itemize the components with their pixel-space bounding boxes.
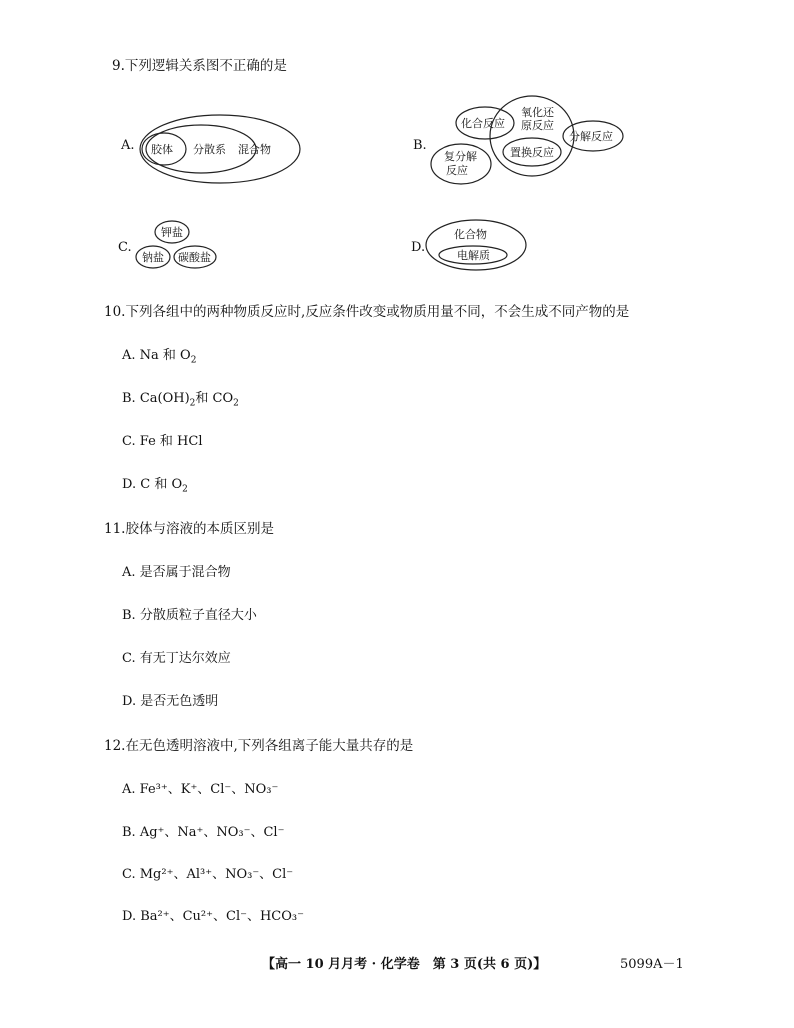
q9-option-a-diagram bbox=[138, 112, 308, 186]
q9c-label-sodium: 钠盐 bbox=[142, 251, 164, 264]
q9c-label-potassium: 钾盐 bbox=[161, 226, 183, 239]
exam-code: 5099A－1 bbox=[620, 957, 684, 972]
q9b-label-redox-1: 氧化还 bbox=[521, 106, 554, 119]
q11-option-d: D. 是否无色透明 bbox=[122, 694, 219, 709]
q11-stem: 11.胶体与溶液的本质区别是 bbox=[104, 521, 274, 537]
q9c-label-carbonate: 碳酸盐 bbox=[178, 251, 211, 264]
q10-option-a: A. Na 和 $O_2$ bbox=[122, 348, 197, 366]
q12-stem: 12.在无色透明溶液中,下列各组离子能大量共存的是 bbox=[104, 738, 414, 754]
q9-option-a-letter: A. bbox=[121, 138, 135, 153]
q12-option-b: B. Ag⁺、Na⁺、NO₃⁻、Cl⁻ bbox=[122, 825, 285, 840]
q9-option-d-diagram bbox=[424, 218, 530, 272]
q9-option-b-letter: B. bbox=[413, 138, 427, 153]
q12-option-c: C. Mg²⁺、Al³⁺、NO₃⁻、Cl⁻ bbox=[122, 867, 294, 882]
q9b-label-decomposition: 分解反应 bbox=[569, 130, 613, 143]
q9b-label-redox-2: 原反应 bbox=[521, 119, 554, 132]
q9-option-d-letter: D. bbox=[411, 240, 426, 255]
q10-stem: 10.下列各组中的两种物质反应时,反应条件改变或物质用量不同，不会生成不同产物的是 bbox=[104, 304, 630, 320]
q9b-label-double-1: 复分解 bbox=[444, 150, 477, 163]
page-footer: 【高一 10 月月考 · 化学卷 第 3 页(共 6 页)】 bbox=[262, 957, 547, 972]
q9a-label-colloid: 胶体 bbox=[151, 143, 173, 156]
q11-option-c: C. 有无丁达尔效应 bbox=[122, 651, 231, 666]
q9-option-c-diagram bbox=[132, 216, 227, 276]
q12-option-d: D. Ba²⁺、Cu²⁺、Cl⁻、HCO₃⁻ bbox=[122, 909, 304, 924]
q9b-label-combination: 化合反应 bbox=[461, 117, 505, 130]
q10-option-b: B. $Ca(OH)_2$和 $CO_2$ bbox=[122, 391, 239, 409]
q11-option-b: B. 分散质粒子直径大小 bbox=[122, 608, 257, 623]
q9-option-b-diagram bbox=[428, 94, 628, 194]
q12-option-a: A. Fe³⁺、K⁺、Cl⁻、NO₃⁻ bbox=[122, 782, 279, 797]
q9d-label-compound: 化合物 bbox=[454, 228, 487, 241]
q9d-label-electrolyte: 电解质 bbox=[457, 249, 490, 262]
q9-stem: 9.下列逻辑关系图不正确的是 bbox=[112, 58, 287, 74]
q9-option-c-letter: C. bbox=[118, 240, 132, 255]
q10-option-d: D. C 和 $O_2$ bbox=[122, 477, 188, 495]
q9b-label-double-2: 反应 bbox=[446, 164, 468, 177]
q9a-label-dispersion: 分散系 bbox=[193, 143, 226, 156]
q10-option-c: C. Fe 和 HCl bbox=[122, 434, 203, 449]
q11-option-a: A. 是否属于混合物 bbox=[122, 565, 231, 580]
q9a-label-mixture: 混合物 bbox=[238, 143, 271, 156]
q9b-label-replacement: 置换反应 bbox=[510, 146, 554, 159]
